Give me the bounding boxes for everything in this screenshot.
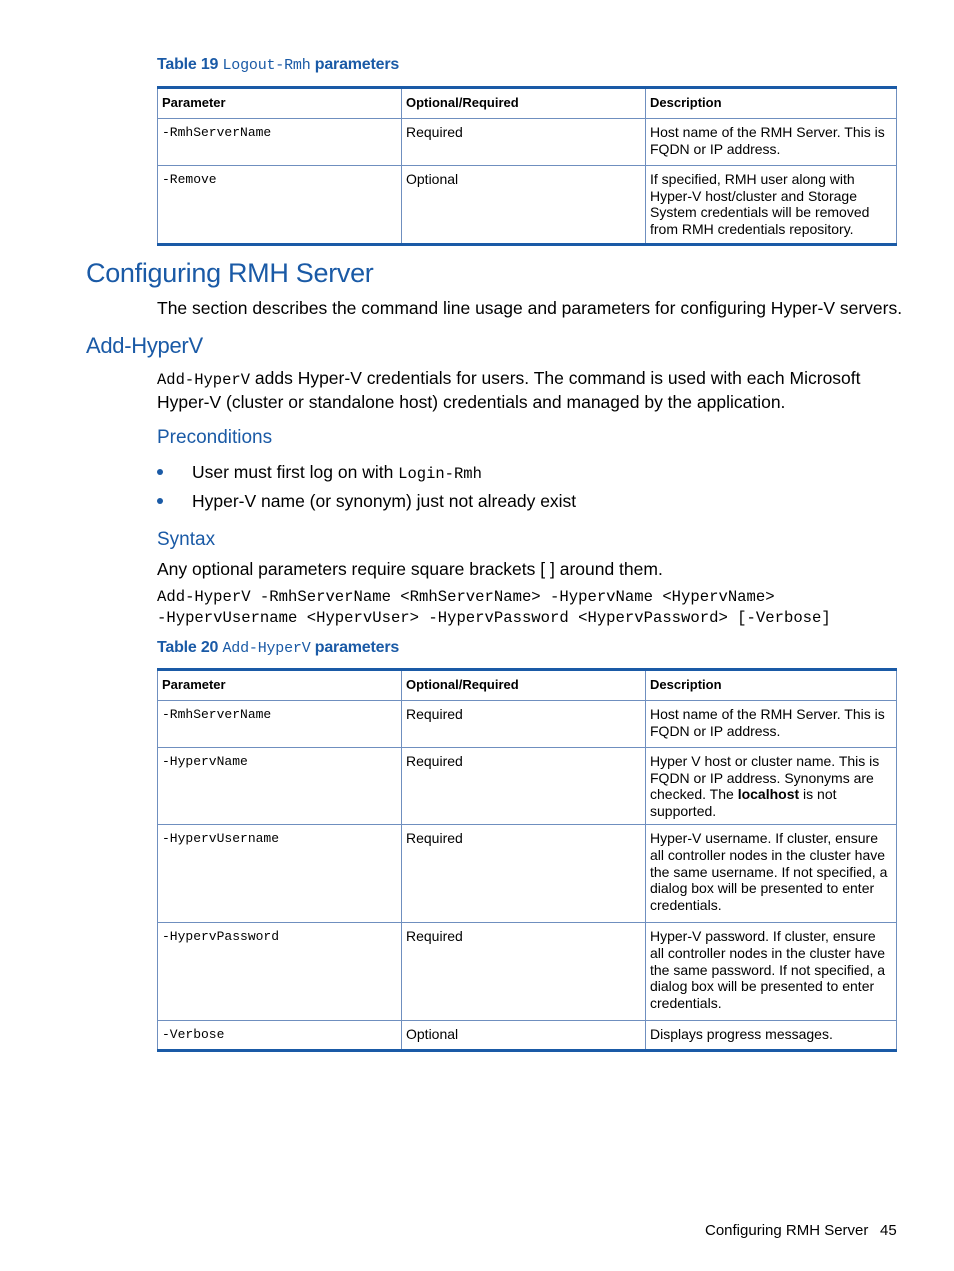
add-hyperv-code: Add-HyperV xyxy=(157,371,251,389)
table-row xyxy=(158,824,897,922)
desc-text-post: is not supported. xyxy=(650,786,837,820)
add-hyperv-description xyxy=(157,367,877,413)
table19-caption xyxy=(157,56,399,74)
param-cell: -HypervUsername xyxy=(158,824,402,922)
footer-section: Configuring RMH Server xyxy=(705,1222,869,1239)
desc-cell xyxy=(646,747,897,824)
header-parameter: Parameter xyxy=(158,670,402,701)
table19-caption-prefix: Table 19 xyxy=(157,56,219,73)
precondition-text: Hyper-V name (or synonym) just not already exist xyxy=(192,491,577,511)
param-cell: -Verbose xyxy=(158,1020,402,1050)
table19-caption-suffix: parameters xyxy=(314,56,400,73)
preconditions-title: Preconditions xyxy=(157,427,273,448)
table20 xyxy=(157,668,897,1052)
precondition-code: Login-Rmh xyxy=(398,465,482,483)
req-cell: Required xyxy=(402,747,646,824)
req-cell: Required xyxy=(402,824,646,922)
syntax-line-2: -HypervUsername <HypervUser> -HypervPassword <HypervPassword> [-Verbose] xyxy=(157,609,831,627)
table20-caption-suffix: parameters xyxy=(314,639,400,656)
param-cell: -HypervName xyxy=(158,747,402,824)
table20-caption-code: Add-HyperV xyxy=(222,640,311,657)
syntax-title: Syntax xyxy=(157,529,216,550)
param-cell: -RmhServerName xyxy=(158,118,402,165)
list-item xyxy=(157,489,576,518)
table19 xyxy=(157,86,897,246)
page-number: 45 xyxy=(880,1222,897,1239)
req-cell: Required xyxy=(402,700,646,747)
precondition-text: User must first log on with xyxy=(192,462,399,482)
table-row xyxy=(158,922,897,1020)
table-row xyxy=(158,165,897,244)
header-description: Description xyxy=(646,670,897,701)
desc-cell: Displays progress messages. xyxy=(646,1020,897,1050)
header-optional-required: Optional/Required xyxy=(402,670,646,701)
table-header-row xyxy=(158,88,897,119)
syntax-note: Any optional parameters require square brackets [ ] around them. xyxy=(157,559,663,579)
table20-caption xyxy=(157,639,399,657)
bullet-icon xyxy=(157,469,163,475)
list-item xyxy=(157,460,576,489)
desc-text-bold: localhost xyxy=(737,786,800,803)
section-intro: The section describes the command line usage and parameters for configuring Hyper-V servers. xyxy=(157,298,903,318)
desc-cell: Hyper-V password. If cluster, ensure all controller nodes in the cluster have the same password. If not specified, a dialog box will be presented to enter credentials. xyxy=(646,922,897,1020)
table-row xyxy=(158,747,897,824)
header-parameter: Parameter xyxy=(158,88,402,119)
param-cell: -HypervPassword xyxy=(158,922,402,1020)
desc-cell: Host name of the RMH Server. This is FQDN or IP address. xyxy=(646,118,897,165)
add-hyperv-title: Add-HyperV xyxy=(86,333,203,358)
syntax-code-block xyxy=(157,587,831,629)
table-row xyxy=(158,700,897,747)
table-row xyxy=(158,118,897,165)
desc-cell: Host name of the RMH Server. This is FQDN or IP address. xyxy=(646,700,897,747)
bullet-icon xyxy=(157,498,163,504)
header-optional-required: Optional/Required xyxy=(402,88,646,119)
desc-text-pre: Hyper V host or cluster name. This is FQDN or IP address. Synonyms are checked. The xyxy=(650,752,880,803)
req-cell: Required xyxy=(402,118,646,165)
syntax-line-1: Add-HyperV -RmhServerName <RmhServerName> -HypervName <HypervName> xyxy=(157,588,775,606)
req-cell: Optional xyxy=(402,165,646,244)
req-cell: Optional xyxy=(402,1020,646,1050)
section-title: Configuring RMH Server xyxy=(86,258,374,288)
table19-caption-code: Logout-Rmh xyxy=(222,57,311,74)
table-header-row xyxy=(158,670,897,701)
desc-cell: Hyper-V username. If cluster, ensure all controller nodes in the cluster have the same username. If not specified, a dialog box will be presented to enter credentials. xyxy=(646,824,897,922)
add-hyperv-desc-text: adds Hyper-V credentials for users. The command is used with each Microsoft Hyper-V (cluster or standalone host) credentials and managed by the application. xyxy=(157,368,861,412)
header-description: Description xyxy=(646,88,897,119)
param-cell: -Remove xyxy=(158,165,402,244)
req-cell: Required xyxy=(402,922,646,1020)
param-cell: -RmhServerName xyxy=(158,700,402,747)
table-row xyxy=(158,1020,897,1050)
table20-caption-prefix: Table 20 xyxy=(157,639,219,656)
preconditions-list xyxy=(157,460,576,518)
desc-cell: If specified, RMH user along with Hyper-V host/cluster and Storage System credentials will be removed from RMH credentials repository. xyxy=(646,165,897,244)
